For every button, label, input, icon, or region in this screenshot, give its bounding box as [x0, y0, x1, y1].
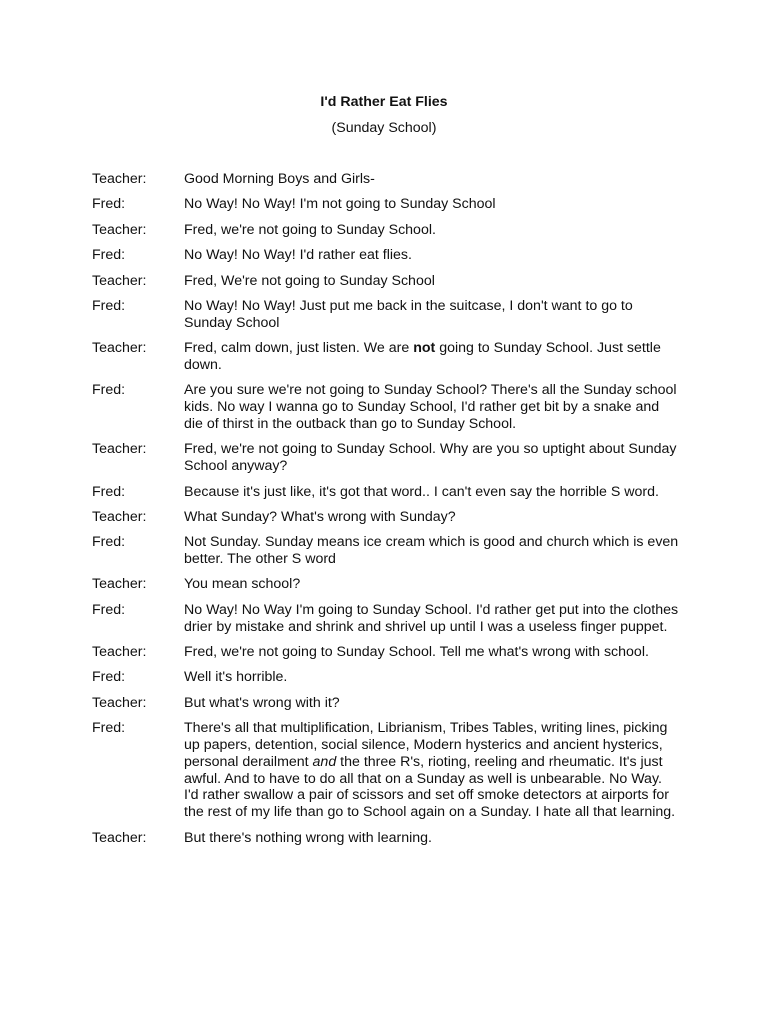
page-subtitle: (Sunday School) [331, 120, 437, 136]
speech-segment: Well it's horrible. [184, 669, 288, 686]
speech-segment: No Way! No Way I'm going to Sunday School. I'd rather get put into the clothes drier by mistake and shrink and shrivel up until I was a useless finger puppet. [184, 601, 679, 635]
dialogue-line [92, 534, 692, 568]
speech-segment: Fred, We're not going to Sunday School [184, 272, 435, 289]
speaker-label: Fred: [92, 247, 126, 264]
speech-segment: You mean school? [184, 576, 301, 593]
speech-text [184, 576, 680, 593]
dialogue-line [92, 247, 692, 264]
speech-segment: No Way! No Way! I'm not going to Sunday School [184, 196, 496, 213]
speech-text [184, 298, 680, 332]
speaker-label: Teacher: [92, 644, 147, 661]
speech-text [184, 340, 680, 374]
dialogue-line [92, 669, 692, 686]
speaker-label: Fred: [92, 483, 126, 500]
speech-segment: Because it's just like, it's got that word.. I can't even say the horrible S word. [184, 483, 659, 500]
speaker-label: Teacher: [92, 272, 147, 289]
dialogue-line [92, 484, 692, 501]
speaker-label: Fred: [92, 382, 126, 399]
speech-segment: the three R's, rioting, reeling and rheumatic. It's just awful. And to have to do all that on a Sunday as well is unbearable. No Way. I'd rather swallow a pair of scissors and set off smoke detectors at airports for the rest of my life than go to School again on a Sunday. I hate all that learning. [184, 753, 676, 821]
dialogue-line [92, 602, 692, 636]
speech-segment: Fred, calm down, just listen. We are [184, 340, 414, 357]
speaker-label: Teacher: [92, 221, 147, 238]
speaker-label: Fred: [92, 196, 126, 213]
speech-segment: But there's nothing wrong with learning. [184, 829, 432, 846]
speech-segment: Good Morning Boys and Girls- [184, 171, 375, 187]
speaker-label: Fred: [92, 720, 126, 737]
speech-text [184, 602, 680, 636]
dialogue-line [92, 171, 692, 188]
speaker-label: Fred: [92, 601, 126, 618]
speech-segment: What Sunday? What's wrong with Sunday? [184, 508, 456, 525]
dialogue-line [92, 720, 692, 821]
speaker-label: Teacher: [92, 508, 147, 525]
speaker-label: Teacher: [92, 340, 147, 357]
speech-text [184, 247, 680, 264]
dialogue-line [92, 830, 692, 847]
speaker-label: Teacher: [92, 829, 147, 846]
speech-segment: going to Sunday School. Just settle down. [184, 340, 661, 373]
dialogue-line [92, 222, 692, 239]
dialogue-line [92, 382, 692, 432]
speech-segment: There's all that multiplification, Librianism, Tribes Tables, writing lines, picking up papers, detention, social silence, Modern hysterics and ancient hysterics, personal derailment [184, 720, 668, 770]
speaker-label: Teacher: [92, 171, 147, 187]
speaker-label: Fred: [92, 669, 126, 686]
speech-segment: No Way! No Way! Just put me back in the suitcase, I don't want to go to Sunday School [184, 297, 633, 331]
speech-text [184, 382, 680, 432]
speaker-label: Teacher: [92, 694, 147, 711]
speech-text [184, 171, 680, 188]
speech-text [184, 720, 680, 821]
speech-text [184, 222, 680, 239]
dialogue-line [92, 576, 692, 593]
speech-text [184, 534, 680, 568]
dialogue-line [92, 273, 692, 290]
speech-text [184, 509, 680, 526]
emphasis-bold: not [413, 340, 436, 357]
dialogue-line [92, 340, 692, 374]
speech-text [184, 484, 680, 501]
dialogue-line [92, 196, 692, 213]
script-body [92, 171, 692, 855]
speaker-label: Fred: [92, 297, 126, 314]
page-title: I'd Rather Eat Flies [320, 94, 448, 110]
emphasis-italic: and [312, 753, 337, 770]
speech-text [184, 441, 680, 475]
speaker-label: Fred: [92, 534, 126, 551]
speech-text [184, 669, 680, 686]
speech-segment: Fred, we're not going to Sunday School. Tell me what's wrong with school. [184, 644, 649, 661]
speech-text [184, 196, 680, 213]
speech-text [184, 644, 680, 661]
speech-segment: Not Sunday. Sunday means ice cream which is good and church which is even better. The other S word [184, 534, 679, 568]
dialogue-line [92, 644, 692, 661]
speaker-label: Teacher: [92, 576, 147, 593]
dialogue-line [92, 298, 692, 332]
speech-text [184, 830, 680, 847]
speech-segment: No Way! No Way! I'd rather eat flies. [184, 247, 412, 264]
dialogue-line [92, 509, 692, 526]
speech-segment: Fred, we're not going to Sunday School. Why are you so uptight about Sunday School anyway? [184, 441, 677, 475]
speech-text [184, 273, 680, 290]
speech-segment: Fred, we're not going to Sunday School. [184, 221, 436, 238]
speech-text [184, 695, 680, 712]
speaker-label: Teacher: [92, 441, 147, 458]
speech-segment: Are you sure we're not going to Sunday School? There's all the Sunday school kids. No way I wanna go to Sunday School, I'd rather get bit by a snake and die of thirst in the outback than go to Sunday School. [184, 382, 677, 432]
speech-segment: But what's wrong with it? [184, 694, 340, 711]
dialogue-line [92, 441, 692, 475]
dialogue-line [92, 695, 692, 712]
